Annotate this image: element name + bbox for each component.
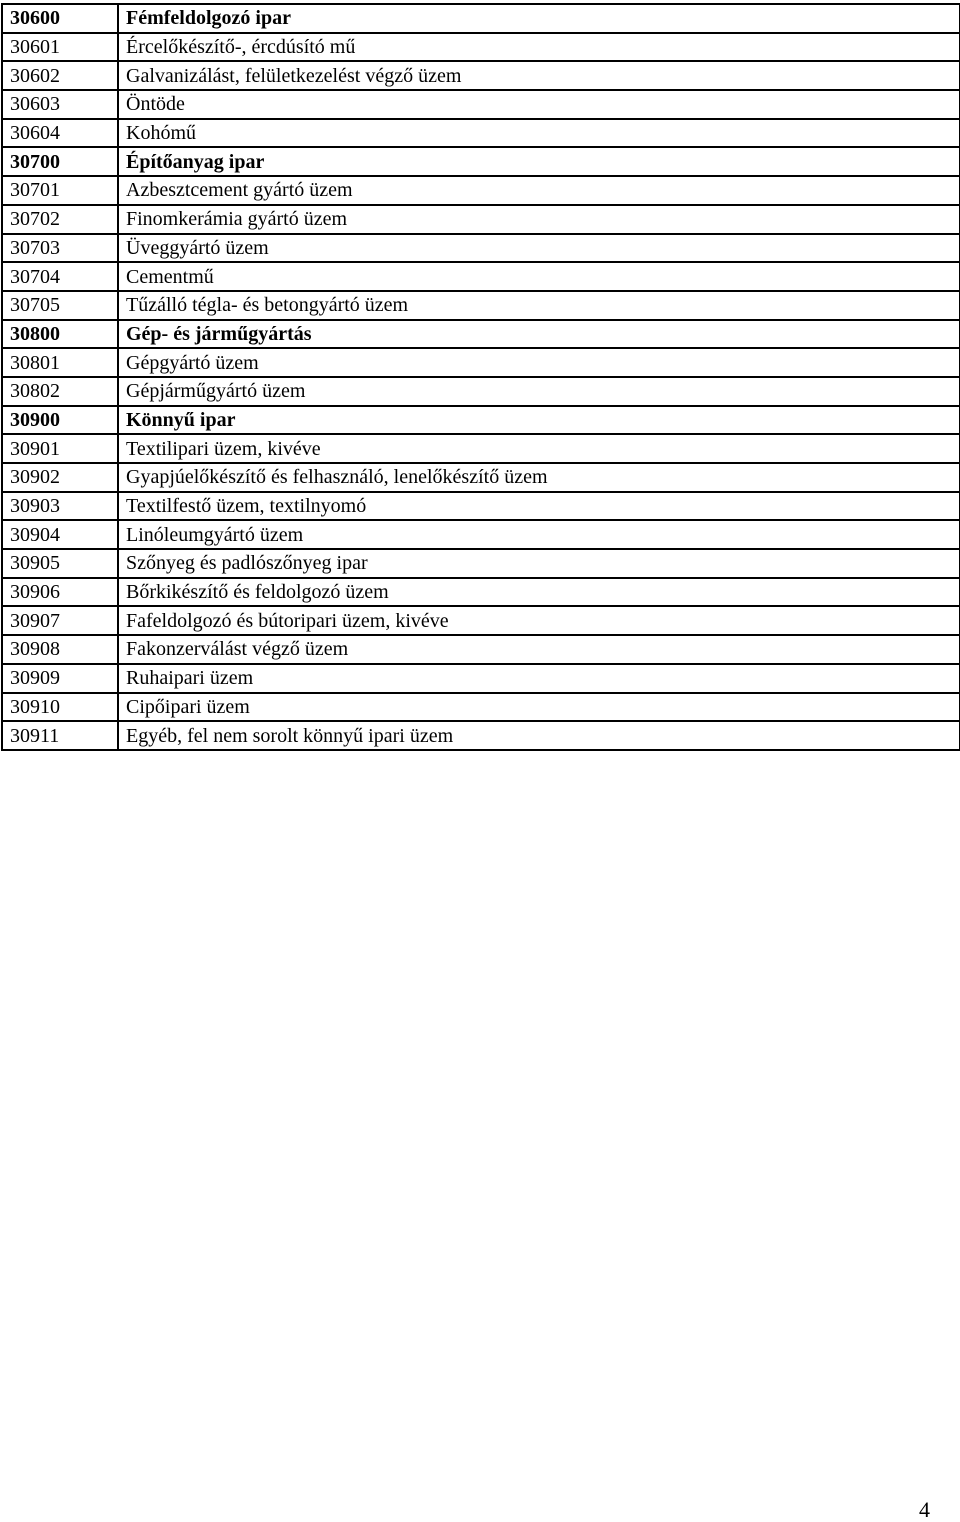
table-row — [2, 434, 960, 463]
table-row — [2, 721, 960, 750]
name-cell: Könnyű ipar — [118, 406, 960, 435]
name-cell: Kohómű — [118, 119, 960, 148]
table-row — [2, 406, 960, 435]
table-row — [2, 377, 960, 406]
table-row — [2, 549, 960, 578]
table-row — [2, 234, 960, 263]
table-row — [2, 4, 960, 33]
name-cell: Építőanyag ipar — [118, 147, 960, 176]
table-row — [2, 205, 960, 234]
name-cell: Cementmű — [118, 262, 960, 291]
table-row — [2, 578, 960, 607]
code-cell: 30907 — [2, 606, 118, 635]
code-cell: 30900 — [2, 406, 118, 435]
code-cell: 30911 — [2, 721, 118, 750]
name-cell: Linóleumgyártó üzem — [118, 520, 960, 549]
code-cell: 30602 — [2, 61, 118, 90]
name-cell: Textilipari üzem, kivéve — [118, 434, 960, 463]
industry-code-table — [1, 3, 960, 751]
table-row — [2, 176, 960, 205]
name-cell: Tűzálló tégla- és betongyártó üzem — [118, 291, 960, 320]
table-row — [2, 147, 960, 176]
name-cell: Galvanizálást, felületkezelést végző üzem — [118, 61, 960, 90]
table-row — [2, 606, 960, 635]
table-row — [2, 693, 960, 722]
code-cell: 30906 — [2, 578, 118, 607]
code-cell: 30705 — [2, 291, 118, 320]
code-cell: 30601 — [2, 33, 118, 62]
table-row — [2, 33, 960, 62]
table-body — [2, 4, 960, 750]
name-cell: Fémfeldolgozó ipar — [118, 4, 960, 33]
name-cell: Finomkerámia gyártó üzem — [118, 205, 960, 234]
code-cell: 30901 — [2, 434, 118, 463]
name-cell: Egyéb, fel nem sorolt könnyű ipari üzem — [118, 721, 960, 750]
code-cell: 30905 — [2, 549, 118, 578]
name-cell: Gépgyártó üzem — [118, 348, 960, 377]
table-row — [2, 520, 960, 549]
name-cell: Azbesztcement gyártó üzem — [118, 176, 960, 205]
code-cell: 30801 — [2, 348, 118, 377]
name-cell: Gyapjúelőkészítő és felhasználó, lenelőkészítő üzem — [118, 463, 960, 492]
table-row — [2, 664, 960, 693]
code-cell: 30703 — [2, 234, 118, 263]
code-cell: 30603 — [2, 90, 118, 119]
code-cell: 30600 — [2, 4, 118, 33]
table-row — [2, 635, 960, 664]
name-cell: Cipőipari üzem — [118, 693, 960, 722]
code-cell: 30701 — [2, 176, 118, 205]
table-row — [2, 61, 960, 90]
code-cell: 30908 — [2, 635, 118, 664]
code-cell: 30903 — [2, 492, 118, 521]
table-row — [2, 492, 960, 521]
table-row — [2, 291, 960, 320]
name-cell: Szőnyeg és padlószőnyeg ipar — [118, 549, 960, 578]
name-cell: Fafeldolgozó és bútoripari üzem, kivéve — [118, 606, 960, 635]
name-cell: Ruhaipari üzem — [118, 664, 960, 693]
code-cell: 30800 — [2, 320, 118, 349]
name-cell: Ércelőkészítő-, ércdúsító mű — [118, 33, 960, 62]
name-cell: Gépjárműgyártó üzem — [118, 377, 960, 406]
name-cell: Gép- és járműgyártás — [118, 320, 960, 349]
code-cell: 30702 — [2, 205, 118, 234]
name-cell: Textilfestő üzem, textilnyomó — [118, 492, 960, 521]
code-cell: 30704 — [2, 262, 118, 291]
table-row — [2, 320, 960, 349]
code-cell: 30902 — [2, 463, 118, 492]
code-cell: 30802 — [2, 377, 118, 406]
name-cell: Bőrkikészítő és feldolgozó üzem — [118, 578, 960, 607]
table-row — [2, 463, 960, 492]
table-row — [2, 119, 960, 148]
name-cell: Fakonzerválást végző üzem — [118, 635, 960, 664]
page-number: 4 — [919, 1497, 930, 1522]
code-cell: 30910 — [2, 693, 118, 722]
table-row — [2, 262, 960, 291]
table-row — [2, 90, 960, 119]
code-cell: 30904 — [2, 520, 118, 549]
code-cell: 30604 — [2, 119, 118, 148]
name-cell: Üveggyártó üzem — [118, 234, 960, 263]
name-cell: Öntöde — [118, 90, 960, 119]
table-row — [2, 348, 960, 377]
code-cell: 30909 — [2, 664, 118, 693]
code-cell: 30700 — [2, 147, 118, 176]
